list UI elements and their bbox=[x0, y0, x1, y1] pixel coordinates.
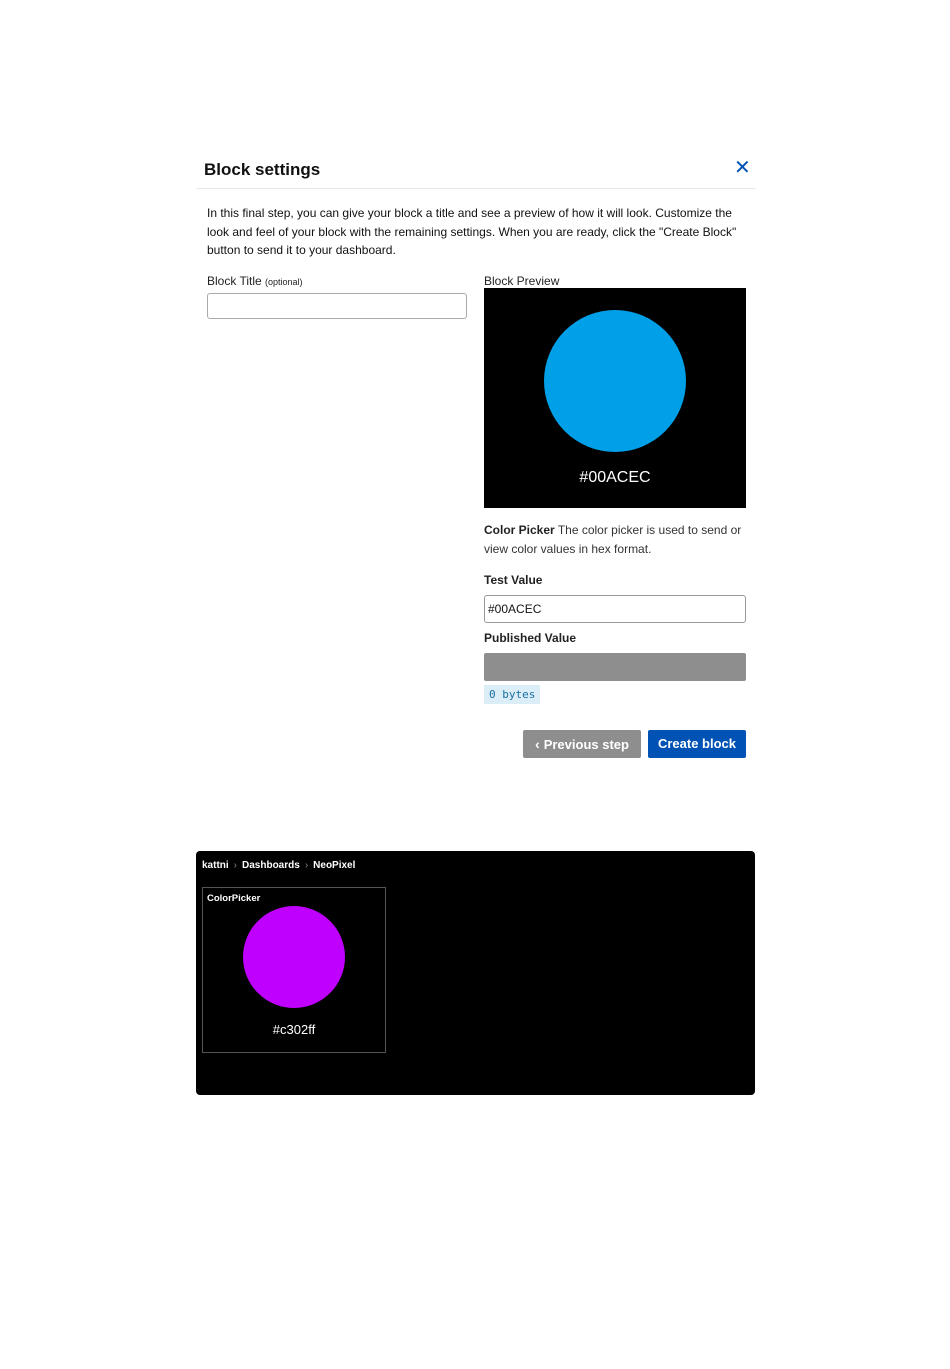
test-value-label: Test Value bbox=[484, 573, 543, 587]
dashboard-view bbox=[196, 851, 755, 1095]
block-title-label-text: Block Title bbox=[207, 274, 262, 288]
modal-header bbox=[196, 148, 756, 189]
previous-step-button[interactable] bbox=[523, 730, 641, 758]
published-value-label: Published Value bbox=[484, 631, 577, 645]
breadcrumb-separator-icon: › bbox=[233, 860, 238, 871]
published-value-field bbox=[484, 653, 746, 681]
preview-hex-value: #00ACEC bbox=[579, 469, 651, 486]
color-picker-circle[interactable] bbox=[243, 906, 345, 1008]
breadcrumb-separator-icon: › bbox=[304, 860, 309, 871]
intro-text: In this final step, you can give your block a title and see a preview of how it will look. Customize the look and feel of your block with the remaining settings. When you are ready, click the "Create Block" button to send it to your dashboard. bbox=[207, 206, 737, 257]
close-icon[interactable]: ✕ bbox=[734, 157, 751, 179]
block-preview bbox=[484, 288, 746, 508]
block-type-name: Color Picker bbox=[484, 523, 555, 537]
block-title-optional: (optional) bbox=[265, 277, 303, 287]
breadcrumb-dashboard[interactable]: NeoPixel bbox=[313, 860, 356, 871]
chevron-left-icon: ‹ bbox=[535, 736, 540, 752]
breadcrumb bbox=[202, 860, 355, 871]
color-picker-block[interactable] bbox=[202, 887, 386, 1053]
modal-title: Block settings bbox=[204, 160, 321, 179]
block-title: ColorPicker bbox=[207, 893, 261, 904]
breadcrumb-dashboards[interactable]: Dashboards bbox=[242, 860, 300, 871]
block-preview-label: Block Preview bbox=[484, 274, 560, 288]
previous-step-label: Previous step bbox=[543, 737, 629, 752]
color-preview-circle bbox=[544, 310, 686, 452]
block-title-input[interactable] bbox=[207, 293, 467, 319]
block-description bbox=[484, 521, 746, 558]
bytes-badge: 0 bytes bbox=[484, 685, 540, 704]
block-hex-value: #c302ff bbox=[272, 1022, 316, 1037]
test-value-input[interactable]: #00ACEC bbox=[484, 595, 746, 623]
create-block-button[interactable]: Create block bbox=[648, 730, 746, 758]
block-title-label bbox=[207, 274, 303, 288]
breadcrumb-user[interactable]: kattni bbox=[202, 860, 229, 871]
block-type-description: The color picker is used to send or view color values in hex format. bbox=[484, 523, 742, 556]
block-settings-modal bbox=[196, 148, 756, 778]
